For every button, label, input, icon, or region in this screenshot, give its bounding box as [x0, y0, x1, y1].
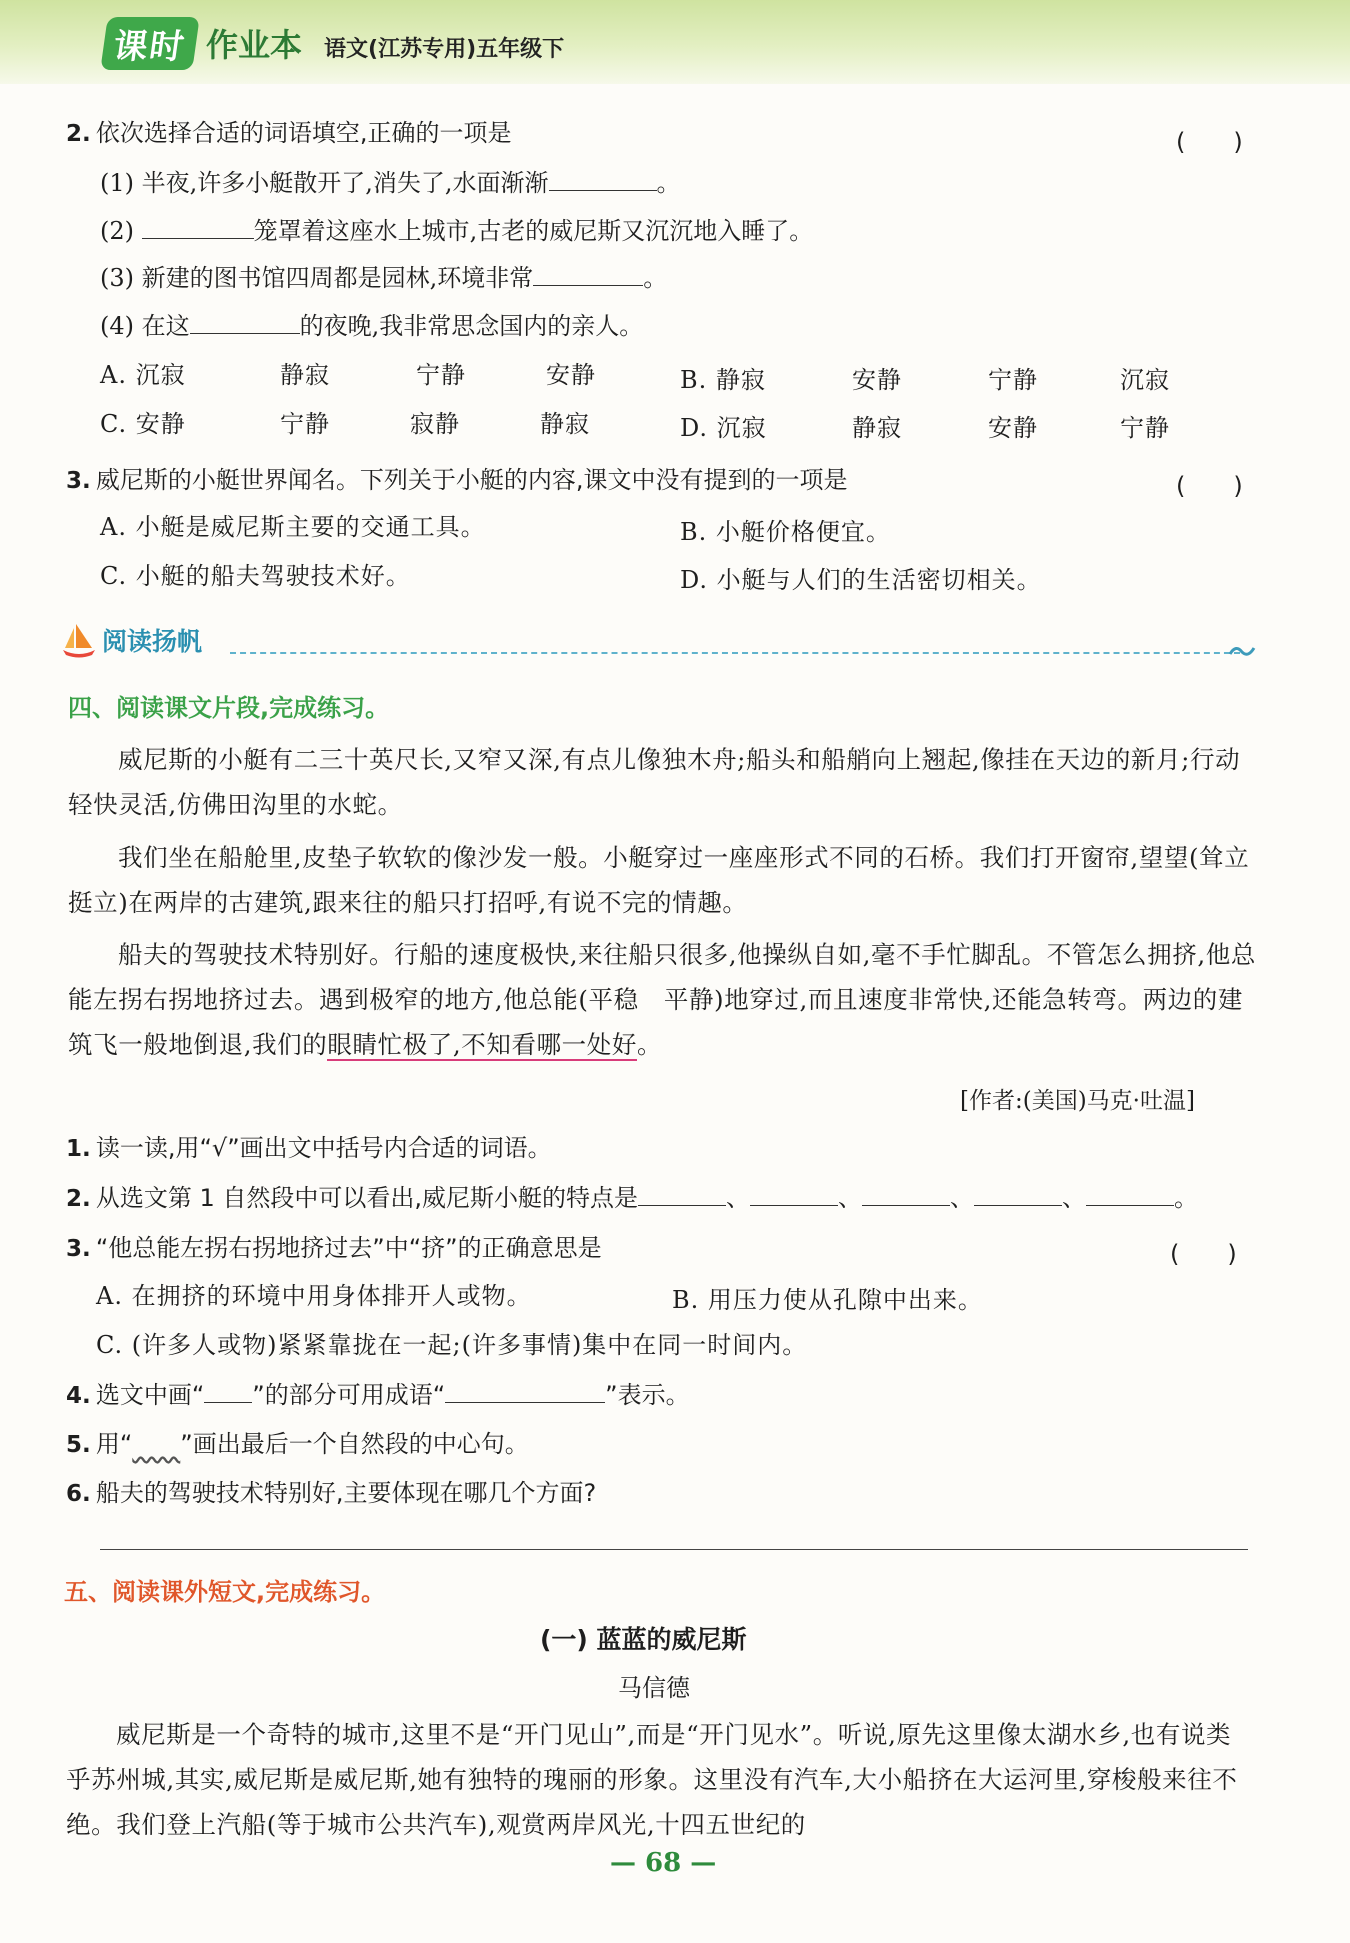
p4-q3-text: “他总能左拐右拐地挤过去”中“挤”的正确意思是: [95, 1234, 602, 1262]
q3-option-a[interactable]: A. 小艇是威尼斯主要的交通工具。: [100, 513, 486, 541]
p4-q5-wavy-sample: [132, 1430, 180, 1458]
q2-item-3-post: 。: [643, 264, 668, 292]
p4-q4: [66, 1375, 690, 1410]
wave-icon: [1228, 640, 1256, 660]
p4-q3-answer-paren[interactable]: ( ): [1170, 1240, 1237, 1268]
p4-q1: [66, 1128, 552, 1163]
part4-heading-text: 四、阅读课文片段,完成练习。: [68, 694, 390, 722]
p4-q6-number: 6.: [66, 1481, 91, 1507]
q2-item-4-blank[interactable]: [190, 311, 300, 334]
q2-item-4: [100, 306, 643, 341]
brand: [104, 18, 564, 68]
q2-stem-line: [66, 113, 511, 148]
q2-option-a[interactable]: A. 沉寂: [100, 361, 186, 389]
p4-q3-option-c[interactable]: C. (许多人或物)紧紧靠拢在一起;(许多事情)集中在同一时间内。: [96, 1331, 808, 1359]
q2-option-c-w2: 宁静: [280, 410, 330, 438]
passage-paragraph-1: 威尼斯的小艇有二三十英尺长,又窄又深,有点儿像独木舟;船头和船艄向上翘起,像挂在天边的新月;行动轻快灵活,仿佛田沟里的水蛇。: [68, 745, 1241, 819]
q2-option-d-w2: 静寂: [852, 414, 902, 442]
p4-q4-post: ”表示。: [605, 1381, 690, 1409]
p4-q2-blank-3[interactable]: [862, 1183, 950, 1206]
q2-option-d-w3: 安静: [988, 414, 1038, 442]
p4-q2-number: 2.: [66, 1186, 91, 1212]
brand-badge: 课时: [100, 17, 199, 70]
page-header: [0, 0, 1350, 84]
q2-item-3-blank[interactable]: [533, 263, 643, 286]
q3-option-d[interactable]: D. 小艇与人们的生活密切相关。: [680, 566, 1042, 594]
q2-item-4-pre: (4) 在这: [100, 312, 190, 340]
p4-q6-answer-line[interactable]: [100, 1549, 1248, 1550]
passage-author: [作者:(美国)马克·吐温]: [960, 1088, 1195, 1114]
p4-q2-blank-1[interactable]: [638, 1183, 726, 1206]
q2-option-c-w3: 寂静: [410, 410, 460, 438]
p4-q2-text: 从选文第 1 自然段中可以看出,威尼斯小艇的特点是: [95, 1184, 638, 1212]
part4-heading: [68, 688, 389, 723]
p4-q4-blank[interactable]: [445, 1380, 605, 1403]
passage-paragraph-2: 我们坐在船舱里,皮垫子软软的像沙发一般。小艇穿过一座座形式不同的石桥。我们打开窗帘,望望(耸立 挺立)在两岸的古建筑,跟来往的船只打招呼,有说不完的情趣。: [68, 843, 1275, 917]
q2-number: 2.: [66, 121, 91, 147]
q2-item-2-post: 笼罩着这座水上城市,古老的威尼斯又沉沉地入睡了。: [253, 217, 814, 245]
q2-item-2: [100, 211, 813, 246]
sail-icon: [62, 622, 96, 658]
part5-heading-text: 五、阅读课外短文,完成练习。: [64, 1578, 386, 1606]
q2-option-a-w3: 宁静: [416, 361, 466, 389]
q2-option-c-w4: 静寂: [540, 410, 590, 438]
passage-paragraph-3-end: 。: [636, 1030, 663, 1059]
q2-option-a-w4: 安静: [546, 361, 596, 389]
p4-q1-number: 1.: [66, 1136, 91, 1162]
q2-option-d-w4: 宁静: [1120, 414, 1170, 442]
q2-item-1: [100, 163, 681, 198]
q3-option-c[interactable]: C. 小艇的船夫驾驶技术好。: [100, 562, 411, 590]
section-reading-title: 阅读扬帆: [102, 627, 203, 656]
p4-q1-text: 读一读,用“√”画出文中括号内合适的词语。: [95, 1134, 552, 1162]
part5-heading: [64, 1572, 385, 1607]
q2-option-a-w2: 静寂: [280, 361, 330, 389]
p4-q5-number: 5.: [66, 1432, 91, 1458]
q2-item-4-post: 的夜晚,我非常思念国内的亲人。: [299, 312, 644, 340]
p4-q3: [66, 1228, 602, 1263]
p4-q2-blank-2[interactable]: [750, 1183, 838, 1206]
p4-q5-pre: 用“: [95, 1430, 133, 1458]
page-number: — 68 —: [610, 1848, 717, 1878]
q3-stem-line: [66, 460, 847, 495]
q3-stem: 威尼斯的小艇世界闻名。下列关于小艇的内容,课文中没有提到的一项是: [95, 466, 848, 494]
section-divider-dashed: [230, 652, 1240, 654]
q2-option-b-w3: 宁静: [988, 366, 1038, 394]
passage-underlined-phrase: 眼睛忙极了,不知看哪一处好: [327, 1030, 637, 1059]
p4-q3-option-a[interactable]: A. 在拥挤的环境中用身体排开人或物。: [96, 1282, 532, 1310]
q2-item-2-pre: (2): [100, 217, 142, 245]
q3-option-b[interactable]: B. 小艇价格便宜。: [680, 518, 891, 546]
q2-item-3: [100, 258, 667, 293]
p4-q3-option-b[interactable]: B. 用压力使从孔隙中出来。: [672, 1286, 983, 1314]
q2-item-2-blank[interactable]: [142, 216, 254, 239]
p4-q6-text: 船夫的驾驶技术特别好,主要体现在哪几个方面?: [95, 1479, 597, 1507]
p4-q3-number: 3.: [66, 1236, 91, 1262]
q2-item-3-pre: (3) 新建的图书馆四周都是园林,环境非常: [100, 264, 534, 292]
p4-q2-blank-5[interactable]: [1086, 1183, 1174, 1206]
q2-option-b[interactable]: B. 静寂: [680, 366, 766, 394]
p4-q5-post: ”画出最后一个自然段的中心句。: [180, 1430, 529, 1458]
p4-q2: 2. 从选文第 1 自然段中可以看出,威尼斯小艇的特点是 、 、 、 、 。: [66, 1184, 1198, 1212]
article-title: (一) 蓝蓝的威尼斯: [540, 1625, 747, 1654]
article-author: 马信德: [618, 1674, 690, 1702]
q2-option-b-w4: 沉寂: [1120, 366, 1170, 394]
p4-q4-pre: 选文中画“: [95, 1381, 205, 1409]
brand-subject: 语文(江苏专用)五年级下: [324, 36, 565, 62]
q3-number: 3.: [66, 468, 91, 494]
q2-option-b-w2: 安静: [852, 366, 902, 394]
q3-answer-paren[interactable]: ( ): [1176, 472, 1243, 500]
p4-q5: [66, 1424, 529, 1459]
p4-q4-line-sample: [204, 1380, 252, 1403]
passage-paragraph-3: [68, 932, 1258, 1067]
brand-name: 作业本: [206, 26, 303, 64]
passage-paragraph-3-text: 船夫的驾驶技术特别好。行船的速度极快,来往船只很多,他操纵自如,毫不手忙脚乱。不管怎么拥挤,他总能左拐右拐地挤过去。遇到极窄的地方,他总能(平稳 平静)地穿过,而且速度非常快,还能急转弯。两边的建筑飞一般地倒退,我们的: [68, 940, 1256, 1059]
p4-q6: [66, 1473, 596, 1508]
q2-item-1-post: 。: [656, 169, 681, 197]
section-reading-banner: [62, 622, 202, 658]
q2-item-1-pre: (1) 半夜,许多小艇散开了,消失了,水面渐渐: [100, 169, 549, 197]
q2-item-1-blank[interactable]: [549, 168, 657, 191]
q2-option-d[interactable]: D. 沉寂: [680, 414, 767, 442]
q2-answer-paren[interactable]: ( ): [1176, 128, 1243, 156]
p4-q2-blank-4[interactable]: [974, 1183, 1062, 1206]
article-paragraph-1: 威尼斯是一个奇特的城市,这里不是“开门见山”,而是“开门见水”。听说,原先这里像太湖水乡,也有说类乎苏州城,其实,威尼斯是威尼斯,她有独特的瑰丽的形象。这里没有汽车,大小船挤在大运河里,穿梭般来往不绝。我们登上汽船(等于城市公共汽车),观赏两岸风光,十四五世纪的: [66, 1720, 1238, 1839]
q2-option-c[interactable]: C. 安静: [100, 410, 186, 438]
q2-stem: 依次选择合适的词语填空,正确的一项是: [95, 119, 512, 147]
p4-q4-mid: ”的部分可用成语“: [252, 1381, 446, 1409]
p4-q4-number: 4.: [66, 1383, 91, 1409]
